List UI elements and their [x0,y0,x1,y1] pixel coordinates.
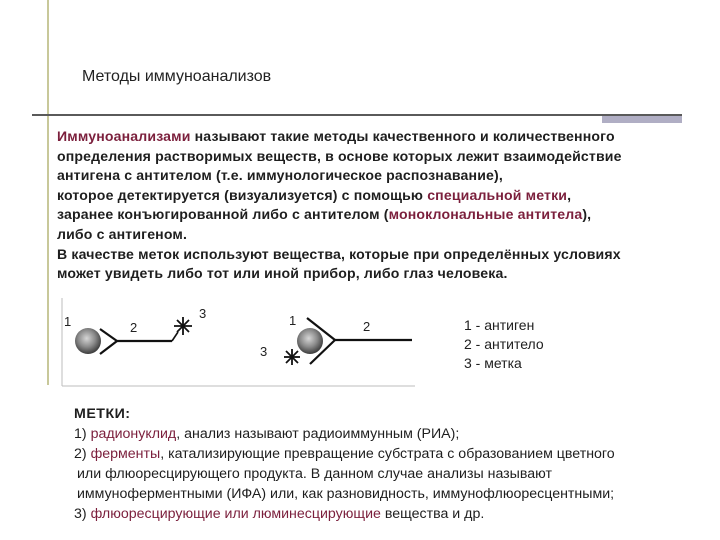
definition-line2: определения растворимых веществ, в основе которых лежит взаимодействие [57,147,622,164]
term-monoclonal: моноклональные антитела [388,206,583,223]
antigen-antibody-diagram [60,298,420,390]
antigen-left [75,328,101,354]
definition-line6: либо с антигеном. [57,225,188,242]
labels-item1-text: , анализ называют радиоиммунным (РИА); [176,426,460,442]
definition-line1: называют такие методы качественного и количественного [190,128,615,144]
right-num-2: 2 [363,319,371,334]
antigen-right [297,328,323,354]
definition-line5: заранее конъюгированной либо с антителом ( [57,206,389,223]
term-immunoassays: Иммуноанализами [57,128,191,144]
left-num-3: 3 [199,306,207,321]
title-divider-accent [602,116,682,123]
labels-item2-cont2: иммуноферментными (ИФА) или, как разновидность, иммунофлюоресцентными; [77,486,615,502]
labels-item1-num: 1) [74,426,91,442]
labels-item3-text: вещества и др. [380,506,485,522]
definition-line4: которое детектируется (визуализуется) с помощью [57,186,428,203]
antibody-left-fork [100,329,117,354]
right-num-3: 3 [260,344,268,359]
title-divider [32,114,682,116]
definition-line7: В качестве меток используют вещества, которые при определённых условиях [57,245,621,262]
labels-section [74,404,615,524]
left-num-1: 1 [64,314,72,329]
definition-line5-end: ), [582,206,592,223]
labels-item2-num: 2) [74,446,91,462]
labels-item3-term: флюоресцирующие или люминесцирующие [90,506,381,522]
right-num-1: 1 [289,313,297,328]
definition-line4-end: , [567,186,572,203]
labels-item1-term: радионуклид [90,426,177,442]
slide-title: Методы иммуноанализов [82,68,272,85]
definition-paragraph [57,127,697,284]
complex-right [260,313,412,365]
definition-line3: антигена с антителом (т.е. иммунологическое распознавание), [57,167,503,184]
labels-item2-cont1: или флюоресцирующего продукта. В данном случае анализы называют [77,466,552,482]
left-num-2: 2 [130,320,138,335]
left-margin-line [47,0,49,385]
legend-label: 3 - метка [464,355,522,371]
labels-item2-text: , катализирующие превращение субстрата с образованием цветного [160,446,615,462]
diagram-legend [464,316,544,373]
label-star-left [174,317,192,335]
labels-heading: МЕТКИ: [74,406,131,422]
definition-line8: может увидеть либо тот или иной прибор, либо глаз человека. [57,265,508,282]
labels-item2-term: ферменты [90,446,161,462]
term-special-label: специальной метки [427,186,568,203]
legend-antigen: 1 - антиген [464,317,535,333]
complex-left [64,306,206,354]
label-star-right [284,349,300,365]
left-margin-panel [0,0,48,385]
legend-antibody: 2 - антитело [464,336,544,352]
labels-item3-num: 3) [74,506,91,522]
